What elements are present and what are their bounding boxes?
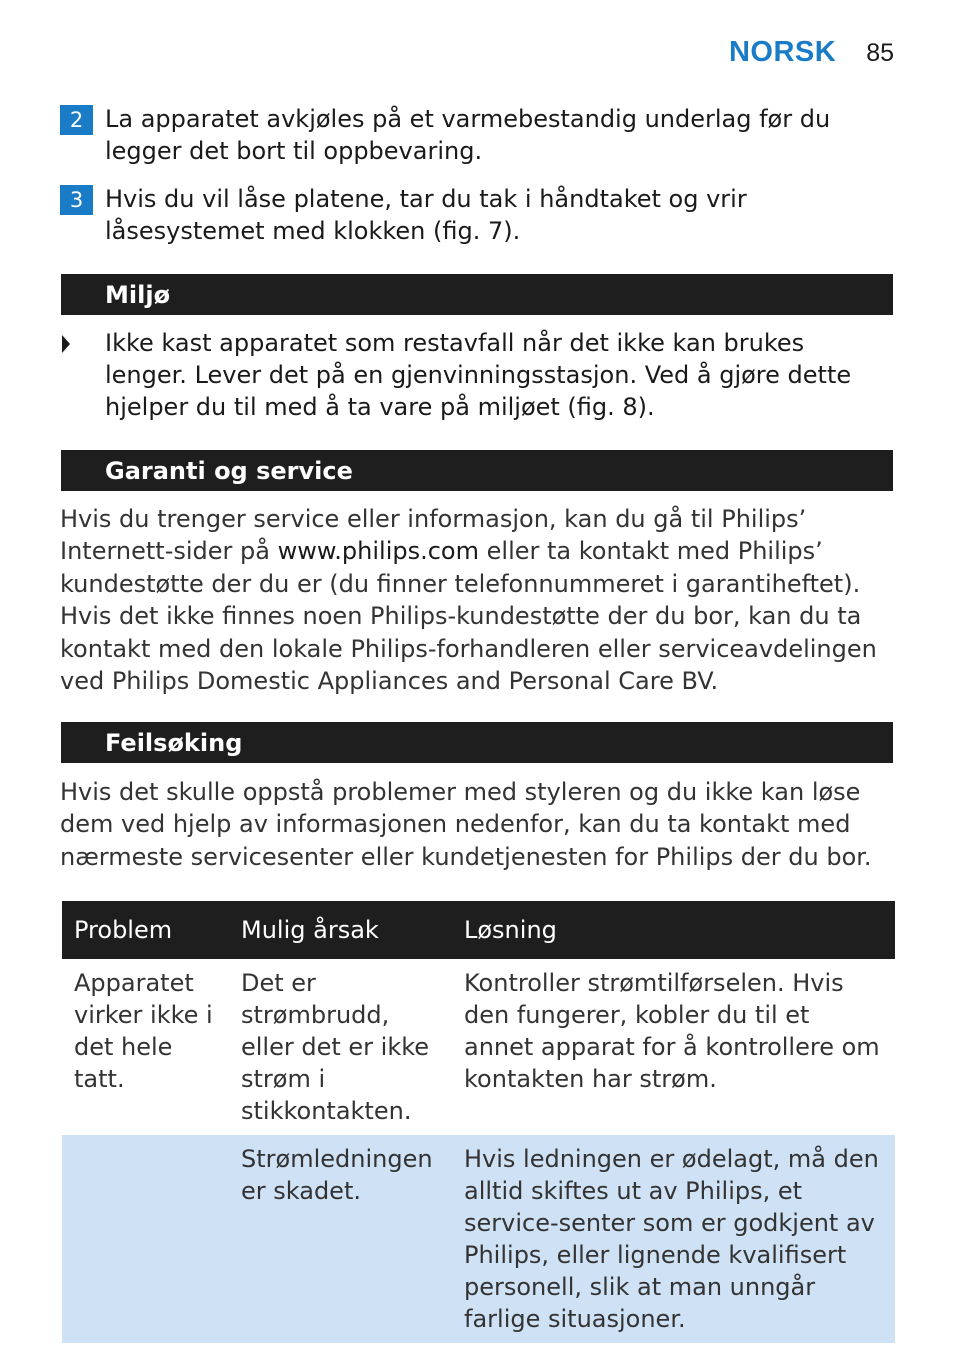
cell-solution: Hvis ledningen er ødelagt, må den alltid skiftes ut av Philips, et service-senter som er godkjent av Philips, eller lignende kvalifisert personell, slik at man unngår farlige situasjoner. <box>452 1135 895 1343</box>
step-text: Hvis du vil låse platene, tar du tak i håndtaket og vrir låsesystemet med klokken (fig. 7). <box>105 185 747 245</box>
section-heading-guarantee: Garanti og service <box>61 450 893 491</box>
triangle-bullet-icon <box>60 327 105 423</box>
environment-bullet <box>60 327 890 423</box>
cell-solution: Kontroller strømtilførselen. Hvis den fungerer, kobler du til et annet apparat for å kontrollere om kontakten har strøm. <box>464 969 880 1093</box>
page-number: 85 <box>866 39 894 67</box>
table-row <box>62 1135 895 1343</box>
cell-problem <box>62 1135 229 1343</box>
cell-problem: Apparatet virker ikke i det hele tatt. <box>74 969 213 1093</box>
guarantee-text-after: eller ta kontakt med Philips’ kundestøtte der du er (du finner telefonnummeret i garantiheftet). Hvis det ikke finnes noen Philips-kundestøtte der du bor, kan du ta kontakt med den lokale Philips-forhandleren eller serviceavdelingen ved Philips Domestic Appliances and Personal Care BV. <box>60 537 877 696</box>
step-text: La apparatet avkjøles på et varmebestandig underlag før du legger det bort til oppbevaring. <box>105 105 831 165</box>
step-number-badge: 2 <box>60 105 93 135</box>
table-header-row <box>62 901 895 959</box>
step-2 <box>60 103 890 167</box>
step-3 <box>60 183 890 247</box>
section-heading-troubleshooting: Feilsøking <box>61 722 893 763</box>
guarantee-paragraph <box>60 503 890 697</box>
guarantee-text-before: Hvis du trenger service eller informasjon, kan du gå til Philips’ Internett-sider på <box>60 505 807 566</box>
troubleshooting-intro: Hvis det skulle oppstå problemer med styleren og du ikke kan løse dem ved hjelp av informasjonen nedenfor, kan du ta kontakt med nærmeste servicesenter eller kundetjenesten for Philips der du bor. <box>60 778 872 871</box>
language-label: NORSK <box>728 36 837 68</box>
table-row <box>62 959 895 1135</box>
column-header-problem: Problem <box>62 901 229 959</box>
page-header <box>729 36 894 69</box>
bullet-text: Ikke kast apparatet som restavfall når det ikke kan brukes lenger. Lever det på en gjenvinningsstasjon. Ved å gjøre dette hjelper du til med å ta vare på miljøet (fig. 8). <box>105 329 852 421</box>
cell-cause: Strømledningen er skadet. <box>229 1135 452 1343</box>
step-number-badge: 3 <box>60 185 93 215</box>
column-header-solution: Løsning <box>452 901 895 959</box>
column-header-cause: Mulig årsak <box>229 901 452 959</box>
philips-website-link[interactable]: www.philips.com <box>277 537 479 566</box>
cell-cause: Det er strømbrudd, eller det er ikke strøm i stikkontakten. <box>241 969 430 1125</box>
troubleshooting-table <box>62 901 895 1343</box>
section-heading-environment: Miljø <box>61 274 893 315</box>
